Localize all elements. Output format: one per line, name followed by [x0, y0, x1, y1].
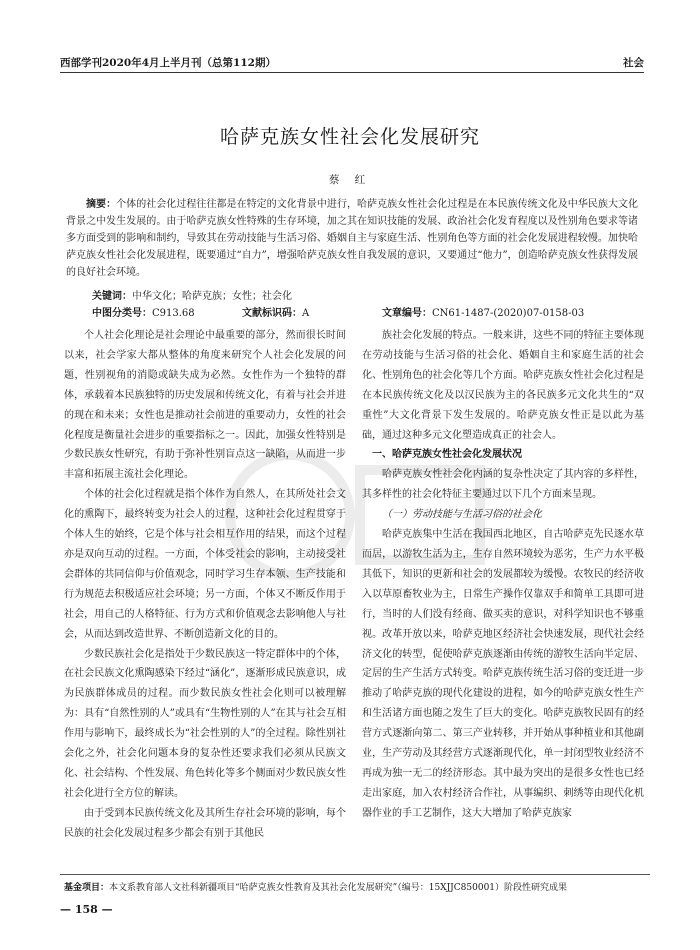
funding-text: 本文系教育部人文社科新疆项目“哈萨克族女性教育及其社会化发展研究”（编号：15XJJC850001）阶段性研究成果: [109, 883, 568, 893]
paragraph: 个体的社会化过程就是指个体作为自然人，在其所处社会文化的熏陶下，最终转变为社会人的过程，这种社会化过程贯穿于个体人生的始终，它是个体与社会相互作用的结果，而这个过程亦是双向互动的过程。一方面，个体受社会的影响，主动接受社会群体的共同信仰与价值观念，同时学习生存本领、生产技能和行为规范去积极适应社会环境；另一方面，个体又不断反作用于社会，用自己的人格特征、行为方式和价值观念去影响他人与社会，从而达到改造世界、不断创造新文化的目的。: [64, 489, 346, 640]
abstract-text: 个体的社会化过程往往都是在特定的文化背景中进行，哈萨克族女性社会化过程是在本民族传统文化及中华民族大文化背景之中发生发展的。由于哈萨克族女性特殊的生存环境，加之其在知识技能的发展、政治社会化发育程度以及性别角色要求等诸多方面受到的影响和制约，导致其在劳动技能与生活习俗、婚姻自主与家庭生活、性别角色等方面的社会化发展进程较慢。加快哈萨克族女性社会化发展进程，既要通过“自力”，增强哈萨克族女性自我发展的意识，又要通过“他力”，创造哈萨克族女性获得发展的良好社会环境。: [66, 199, 639, 278]
running-header: [60, 50, 644, 70]
article-number-value: CN61-1487-(2020)07-0158-03: [432, 308, 585, 319]
section-label: 社会: [623, 57, 644, 69]
keywords-label: 关键词：: [92, 291, 132, 302]
article-number-label: 文章编号：: [382, 308, 432, 319]
author-name: 蔡 红: [328, 174, 372, 186]
subsection-heading: （一）劳动技能与生活习俗的社会化: [382, 509, 542, 521]
abstract-label: 摘要：: [86, 199, 117, 210]
page-number: — 158 —: [60, 903, 113, 916]
paragraph: 族社会化发展的特点。一般来讲，这些不同的特征主要体现在劳动技能与生活习俗的社会化、婚姻自主和家庭生活的社会化、性别角色的社会化等几个方面。哈萨克族女性社会化过程是在本民族传统文化及以汉民族为主的各民族多元文化共生的“双重性”大文化背景下发生发展的。哈萨克族女性正是以此为基础，通过这种多元文化塑造成真正的社会人。: [362, 330, 644, 441]
clc-label: 中图分类号：: [92, 308, 152, 319]
section-heading: 一、哈萨克族女性社会化发展状况: [372, 449, 522, 461]
keywords: [92, 287, 292, 302]
left-column: [64, 326, 346, 844]
funding-note: [64, 880, 654, 893]
article-title: 哈萨克族女性社会化发展研究: [219, 126, 480, 148]
right-column: [362, 326, 644, 824]
doc-label: 文献标识码：: [242, 308, 302, 319]
article-meta: [92, 304, 612, 319]
footnote-rule: [60, 874, 650, 875]
paragraph: 哈萨克族集中生活在我国西北地区，自古哈萨克先民逐水草而居，以游牧生活为主，生存自然环境较为恶劣，生产力水平极其低下，知识的更新和社会的发展都较为缓慢。农牧民的经济收入以草原畜牧业为主，日常生产操作仅靠双手和简单工具即可进行，当时的人们没有经商、做买卖的意识，对科学知识也不够重视。改革开放以来，哈萨克地区经济社会快速发展，现代社会经济文化的转型，促使哈萨克族逐渐由传统的游牧生活向半定居、定居的生产生活方式转变。哈萨克族传统生活习俗的变迁进一步推动了哈萨克族的现代化建设的进程，如今的哈萨克族女性生产和生活诸方面也随之发生了巨大的变化。哈萨克族牧民固有的经营方式逐渐向第二、第三产业转移，并开始从事种植业和其他副业，生产劳动及其经营方式逐渐现代化，单一封闭型牧业经济不再成为独一无二的经济形态。其中最为突出的是很多女性也已经走出家庭，加入农村经济合作社，从事编织、刺绣等由现代化机器作业的手工艺制作，这大大增加了哈萨克族家: [362, 529, 644, 819]
paragraph: 个人社会化理论是社会理论中最重要的部分，然而很长时间以来，社会学家大都从整体的角度来研究个人社会化发展的问题，性别视角的消隐或缺失成为必然。女性作为一个独特的群体，承载着本民族独特的历史发展和传统文化，有着与社会并进的现在和未来；女性也是推动社会前进的重要动力，女性的社会化程度是衡量社会进步的重要指标之一。因此，加强女性特别是少数民族女性研究，有助于弥补性别盲点这一缺陷，从而进一步丰富和拓展主流社会化理论。: [64, 330, 346, 481]
keywords-text: 中华文化；哈萨克族；女性；社会化: [132, 291, 292, 302]
abstract: [66, 196, 638, 281]
journal-info: 西部学刊2020年4月上半月刊（总第112期）: [60, 57, 276, 69]
funding-label: 基金项目：: [64, 883, 110, 893]
clc-value: C913.68: [152, 308, 195, 319]
header-rule: [60, 72, 644, 73]
paragraph: 哈萨克族女性社会化内涵的复杂性决定了其内容的多样性，其多样性的社会化特征主要通过以下几个方面来呈现。: [362, 469, 644, 501]
paragraph: 由于受到本民族传统文化及其所生存社会环境的影响，每个民族的社会化发展过程多少都会有别于其他民: [64, 807, 346, 839]
doc-value: A: [302, 308, 310, 319]
paragraph: 少数民族社会化是指处于少数民族这一特定群体中的个体，在社会民族文化熏陶感染下经过“涵化”，逐渐形成民族意识，成为民族群体成员的过程。而少数民族女性社会化则可以被理解为：具有“自然性别的人”或具有“生物性别的人”在其与社会互相作用与影响下，最终成长为“社会性别的人”的全过程。除性别社会化之外，社会化问题本身的复杂性还要求我们必须从民族文化、社会结构、个性发展、角色转化等多个侧面对少数民族女性社会化进行全方位的解读。: [64, 648, 346, 799]
